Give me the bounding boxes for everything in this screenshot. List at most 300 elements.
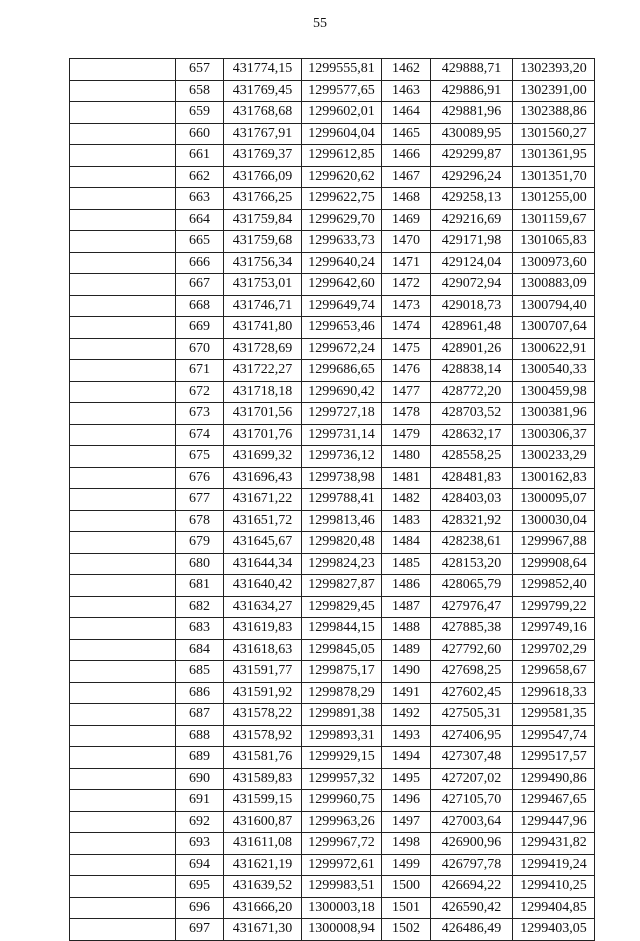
x-coordinate-cell: 428065,79 (431, 575, 513, 597)
table-row (70, 403, 595, 425)
point-number-cell: 659 (176, 102, 224, 124)
blank-cell (70, 360, 176, 382)
y-coordinate-cell: 1300306,37 (513, 424, 595, 446)
blank-cell (70, 919, 176, 941)
y-coordinate-cell: 1299447,96 (513, 811, 595, 833)
y-coordinate-cell: 1300003,18 (302, 897, 382, 919)
table-row (70, 166, 595, 188)
point-number-cell: 686 (176, 682, 224, 704)
x-coordinate-cell: 429881,96 (431, 102, 513, 124)
point-number-cell: 691 (176, 790, 224, 812)
point-number-cell: 688 (176, 725, 224, 747)
y-coordinate-cell: 1299738,98 (302, 467, 382, 489)
y-coordinate-cell: 1299622,75 (302, 188, 382, 210)
x-coordinate-cell: 428481,83 (431, 467, 513, 489)
table-row (70, 854, 595, 876)
point-number-cell: 670 (176, 338, 224, 360)
x-coordinate-cell: 431591,77 (224, 661, 302, 683)
table-row (70, 424, 595, 446)
x-coordinate-cell: 431666,20 (224, 897, 302, 919)
y-coordinate-cell: 1299788,41 (302, 489, 382, 511)
y-coordinate-cell: 1302388,86 (513, 102, 595, 124)
x-coordinate-cell: 429072,94 (431, 274, 513, 296)
x-coordinate-cell: 431618,63 (224, 639, 302, 661)
table-row (70, 639, 595, 661)
y-coordinate-cell: 1299629,70 (302, 209, 382, 231)
point-number-cell: 1499 (382, 854, 431, 876)
point-number-cell: 1467 (382, 166, 431, 188)
x-coordinate-cell: 429296,24 (431, 166, 513, 188)
x-coordinate-cell: 428403,03 (431, 489, 513, 511)
point-number-cell: 1477 (382, 381, 431, 403)
x-coordinate-cell: 429886,91 (431, 80, 513, 102)
y-coordinate-cell: 1299829,45 (302, 596, 382, 618)
blank-cell (70, 489, 176, 511)
point-number-cell: 1502 (382, 919, 431, 941)
y-coordinate-cell: 1299403,05 (513, 919, 595, 941)
blank-cell (70, 381, 176, 403)
point-number-cell: 672 (176, 381, 224, 403)
blank-cell (70, 897, 176, 919)
y-coordinate-cell: 1301351,70 (513, 166, 595, 188)
table-row (70, 790, 595, 812)
y-coordinate-cell: 1301159,67 (513, 209, 595, 231)
point-number-cell: 1481 (382, 467, 431, 489)
x-coordinate-cell: 431639,52 (224, 876, 302, 898)
y-coordinate-cell: 1300030,04 (513, 510, 595, 532)
table-row (70, 768, 595, 790)
point-number-cell: 687 (176, 704, 224, 726)
blank-cell (70, 446, 176, 468)
point-number-cell: 1490 (382, 661, 431, 683)
blank-cell (70, 59, 176, 81)
table-row (70, 59, 595, 81)
point-number-cell: 682 (176, 596, 224, 618)
point-number-cell: 1488 (382, 618, 431, 640)
table-row (70, 338, 595, 360)
y-coordinate-cell: 1299852,40 (513, 575, 595, 597)
x-coordinate-cell: 429258,13 (431, 188, 513, 210)
point-number-cell: 695 (176, 876, 224, 898)
point-number-cell: 681 (176, 575, 224, 597)
blank-cell (70, 639, 176, 661)
blank-cell (70, 876, 176, 898)
blank-cell (70, 209, 176, 231)
x-coordinate-cell: 431701,76 (224, 424, 302, 446)
point-number-cell: 1497 (382, 811, 431, 833)
blank-cell (70, 338, 176, 360)
y-coordinate-cell: 1300622,91 (513, 338, 595, 360)
point-number-cell: 683 (176, 618, 224, 640)
blank-cell (70, 532, 176, 554)
x-coordinate-cell: 431746,71 (224, 295, 302, 317)
x-coordinate-cell: 431696,43 (224, 467, 302, 489)
x-coordinate-cell: 426590,42 (431, 897, 513, 919)
blank-cell (70, 403, 176, 425)
y-coordinate-cell: 1299581,35 (513, 704, 595, 726)
point-number-cell: 1463 (382, 80, 431, 102)
point-number-cell: 1498 (382, 833, 431, 855)
blank-cell (70, 231, 176, 253)
table-row (70, 381, 595, 403)
x-coordinate-cell: 431621,19 (224, 854, 302, 876)
blank-cell (70, 123, 176, 145)
x-coordinate-cell: 431718,18 (224, 381, 302, 403)
point-number-cell: 1468 (382, 188, 431, 210)
point-number-cell: 671 (176, 360, 224, 382)
y-coordinate-cell: 1299844,15 (302, 618, 382, 640)
table-row (70, 876, 595, 898)
blank-cell (70, 854, 176, 876)
y-coordinate-cell: 1299893,31 (302, 725, 382, 747)
blank-cell (70, 467, 176, 489)
point-number-cell: 1501 (382, 897, 431, 919)
x-coordinate-cell: 426797,78 (431, 854, 513, 876)
x-coordinate-cell: 431699,32 (224, 446, 302, 468)
x-coordinate-cell: 427105,70 (431, 790, 513, 812)
table-row (70, 811, 595, 833)
y-coordinate-cell: 1299649,74 (302, 295, 382, 317)
point-number-cell: 677 (176, 489, 224, 511)
y-coordinate-cell: 1299467,65 (513, 790, 595, 812)
y-coordinate-cell: 1301560,27 (513, 123, 595, 145)
x-coordinate-cell: 429216,69 (431, 209, 513, 231)
table-row (70, 467, 595, 489)
table-row (70, 833, 595, 855)
y-coordinate-cell: 1299555,81 (302, 59, 382, 81)
blank-cell (70, 510, 176, 532)
x-coordinate-cell: 431768,68 (224, 102, 302, 124)
x-coordinate-cell: 431671,22 (224, 489, 302, 511)
x-coordinate-cell: 431600,87 (224, 811, 302, 833)
y-coordinate-cell: 1299490,86 (513, 768, 595, 790)
point-number-cell: 1479 (382, 424, 431, 446)
y-coordinate-cell: 1302391,00 (513, 80, 595, 102)
x-coordinate-cell: 429124,04 (431, 252, 513, 274)
y-coordinate-cell: 1299612,85 (302, 145, 382, 167)
point-number-cell: 1483 (382, 510, 431, 532)
blank-cell (70, 575, 176, 597)
point-number-cell: 1492 (382, 704, 431, 726)
point-number-cell: 1473 (382, 295, 431, 317)
y-coordinate-cell: 1299813,46 (302, 510, 382, 532)
blank-cell (70, 274, 176, 296)
point-number-cell: 665 (176, 231, 224, 253)
y-coordinate-cell: 1299929,15 (302, 747, 382, 769)
point-number-cell: 1500 (382, 876, 431, 898)
blank-cell (70, 596, 176, 618)
table-row (70, 704, 595, 726)
point-number-cell: 1462 (382, 59, 431, 81)
y-coordinate-cell: 1299736,12 (302, 446, 382, 468)
y-coordinate-cell: 1299431,82 (513, 833, 595, 855)
table-row (70, 360, 595, 382)
y-coordinate-cell: 1299577,65 (302, 80, 382, 102)
y-coordinate-cell: 1299602,01 (302, 102, 382, 124)
x-coordinate-cell: 431671,30 (224, 919, 302, 941)
y-coordinate-cell: 1299878,29 (302, 682, 382, 704)
blank-cell (70, 252, 176, 274)
point-number-cell: 1484 (382, 532, 431, 554)
x-coordinate-cell: 431756,34 (224, 252, 302, 274)
y-coordinate-cell: 1299967,72 (302, 833, 382, 855)
x-coordinate-cell: 431591,92 (224, 682, 302, 704)
y-coordinate-cell: 1300381,96 (513, 403, 595, 425)
y-coordinate-cell: 1299727,18 (302, 403, 382, 425)
point-number-cell: 673 (176, 403, 224, 425)
coordinates-table-body (70, 59, 595, 941)
x-coordinate-cell: 431651,72 (224, 510, 302, 532)
x-coordinate-cell: 431581,76 (224, 747, 302, 769)
table-container (69, 58, 595, 941)
table-row (70, 532, 595, 554)
point-number-cell: 664 (176, 209, 224, 231)
x-coordinate-cell: 427505,31 (431, 704, 513, 726)
y-coordinate-cell: 1299960,75 (302, 790, 382, 812)
y-coordinate-cell: 1299845,05 (302, 639, 382, 661)
x-coordinate-cell: 428772,20 (431, 381, 513, 403)
point-number-cell: 662 (176, 166, 224, 188)
x-coordinate-cell: 428961,48 (431, 317, 513, 339)
point-number-cell: 1487 (382, 596, 431, 618)
y-coordinate-cell: 1299827,87 (302, 575, 382, 597)
x-coordinate-cell: 427307,48 (431, 747, 513, 769)
table-row (70, 747, 595, 769)
x-coordinate-cell: 431774,15 (224, 59, 302, 81)
x-coordinate-cell: 431578,92 (224, 725, 302, 747)
x-coordinate-cell: 431619,83 (224, 618, 302, 640)
blank-cell (70, 424, 176, 446)
x-coordinate-cell: 431599,15 (224, 790, 302, 812)
point-number-cell: 660 (176, 123, 224, 145)
table-row (70, 575, 595, 597)
table-row (70, 510, 595, 532)
blank-cell (70, 295, 176, 317)
y-coordinate-cell: 1300794,40 (513, 295, 595, 317)
point-number-cell: 1466 (382, 145, 431, 167)
y-coordinate-cell: 1299410,25 (513, 876, 595, 898)
y-coordinate-cell: 1299957,32 (302, 768, 382, 790)
table-row (70, 295, 595, 317)
point-number-cell: 680 (176, 553, 224, 575)
y-coordinate-cell: 1299749,16 (513, 618, 595, 640)
table-row (70, 274, 595, 296)
point-number-cell: 657 (176, 59, 224, 81)
y-coordinate-cell: 1299731,14 (302, 424, 382, 446)
y-coordinate-cell: 1299908,64 (513, 553, 595, 575)
y-coordinate-cell: 1299672,24 (302, 338, 382, 360)
point-number-cell: 668 (176, 295, 224, 317)
x-coordinate-cell: 427885,38 (431, 618, 513, 640)
point-number-cell: 1469 (382, 209, 431, 231)
blank-cell (70, 102, 176, 124)
table-row (70, 553, 595, 575)
x-coordinate-cell: 429888,71 (431, 59, 513, 81)
y-coordinate-cell: 1300707,64 (513, 317, 595, 339)
point-number-cell: 1478 (382, 403, 431, 425)
y-coordinate-cell: 1299983,51 (302, 876, 382, 898)
point-number-cell: 1472 (382, 274, 431, 296)
blank-cell (70, 790, 176, 812)
point-number-cell: 661 (176, 145, 224, 167)
table-row (70, 123, 595, 145)
point-number-cell: 658 (176, 80, 224, 102)
point-number-cell: 1470 (382, 231, 431, 253)
x-coordinate-cell: 431728,69 (224, 338, 302, 360)
blank-cell (70, 317, 176, 339)
point-number-cell: 1482 (382, 489, 431, 511)
table-row (70, 252, 595, 274)
coordinates-table (69, 58, 595, 941)
point-number-cell: 692 (176, 811, 224, 833)
point-number-cell: 674 (176, 424, 224, 446)
x-coordinate-cell: 431589,83 (224, 768, 302, 790)
point-number-cell: 1495 (382, 768, 431, 790)
point-number-cell: 1489 (382, 639, 431, 661)
y-coordinate-cell: 1301361,95 (513, 145, 595, 167)
x-coordinate-cell: 431578,22 (224, 704, 302, 726)
y-coordinate-cell: 1300459,98 (513, 381, 595, 403)
table-row (70, 682, 595, 704)
point-number-cell: 1494 (382, 747, 431, 769)
x-coordinate-cell: 431722,27 (224, 360, 302, 382)
x-coordinate-cell: 431640,42 (224, 575, 302, 597)
y-coordinate-cell: 1299824,23 (302, 553, 382, 575)
y-coordinate-cell: 1299604,04 (302, 123, 382, 145)
table-row (70, 489, 595, 511)
point-number-cell: 1485 (382, 553, 431, 575)
y-coordinate-cell: 1300540,33 (513, 360, 595, 382)
y-coordinate-cell: 1299963,26 (302, 811, 382, 833)
point-number-cell: 696 (176, 897, 224, 919)
blank-cell (70, 725, 176, 747)
point-number-cell: 676 (176, 467, 224, 489)
y-coordinate-cell: 1301065,83 (513, 231, 595, 253)
x-coordinate-cell: 428558,25 (431, 446, 513, 468)
table-row (70, 102, 595, 124)
x-coordinate-cell: 428153,20 (431, 553, 513, 575)
x-coordinate-cell: 429018,73 (431, 295, 513, 317)
point-number-cell: 690 (176, 768, 224, 790)
x-coordinate-cell: 427792,60 (431, 639, 513, 661)
blank-cell (70, 833, 176, 855)
y-coordinate-cell: 1299633,73 (302, 231, 382, 253)
x-coordinate-cell: 428321,92 (431, 510, 513, 532)
blank-cell (70, 747, 176, 769)
point-number-cell: 675 (176, 446, 224, 468)
table-row (70, 897, 595, 919)
y-coordinate-cell: 1299419,24 (513, 854, 595, 876)
x-coordinate-cell: 428632,17 (431, 424, 513, 446)
y-coordinate-cell: 1300008,94 (302, 919, 382, 941)
table-row (70, 145, 595, 167)
x-coordinate-cell: 427406,95 (431, 725, 513, 747)
y-coordinate-cell: 1300162,83 (513, 467, 595, 489)
page-number: 55 (313, 16, 327, 31)
x-coordinate-cell: 428703,52 (431, 403, 513, 425)
x-coordinate-cell: 428238,61 (431, 532, 513, 554)
y-coordinate-cell: 1299891,38 (302, 704, 382, 726)
x-coordinate-cell: 428838,14 (431, 360, 513, 382)
x-coordinate-cell: 431611,08 (224, 833, 302, 855)
x-coordinate-cell: 426486,49 (431, 919, 513, 941)
x-coordinate-cell: 431769,45 (224, 80, 302, 102)
point-number-cell: 697 (176, 919, 224, 941)
y-coordinate-cell: 1300095,07 (513, 489, 595, 511)
x-coordinate-cell: 431759,84 (224, 209, 302, 231)
blank-cell (70, 811, 176, 833)
point-number-cell: 689 (176, 747, 224, 769)
point-number-cell: 1480 (382, 446, 431, 468)
point-number-cell: 1493 (382, 725, 431, 747)
y-coordinate-cell: 1299658,67 (513, 661, 595, 683)
blank-cell (70, 166, 176, 188)
point-number-cell: 1474 (382, 317, 431, 339)
y-coordinate-cell: 1300233,29 (513, 446, 595, 468)
x-coordinate-cell: 429299,87 (431, 145, 513, 167)
y-coordinate-cell: 1299972,61 (302, 854, 382, 876)
y-coordinate-cell: 1300883,09 (513, 274, 595, 296)
x-coordinate-cell: 427976,47 (431, 596, 513, 618)
y-coordinate-cell: 1299686,65 (302, 360, 382, 382)
table-row (70, 661, 595, 683)
blank-cell (70, 682, 176, 704)
x-coordinate-cell: 427207,02 (431, 768, 513, 790)
y-coordinate-cell: 1299404,85 (513, 897, 595, 919)
blank-cell (70, 145, 176, 167)
point-number-cell: 1486 (382, 575, 431, 597)
blank-cell (70, 553, 176, 575)
point-number-cell: 693 (176, 833, 224, 855)
point-number-cell: 1475 (382, 338, 431, 360)
y-coordinate-cell: 1299620,62 (302, 166, 382, 188)
point-number-cell: 694 (176, 854, 224, 876)
x-coordinate-cell: 431753,01 (224, 274, 302, 296)
point-number-cell: 678 (176, 510, 224, 532)
blank-cell (70, 704, 176, 726)
x-coordinate-cell: 431645,67 (224, 532, 302, 554)
table-row (70, 618, 595, 640)
x-coordinate-cell: 430089,95 (431, 123, 513, 145)
table-row (70, 209, 595, 231)
table-row (70, 725, 595, 747)
x-coordinate-cell: 431644,34 (224, 553, 302, 575)
point-number-cell: 666 (176, 252, 224, 274)
y-coordinate-cell: 1299640,24 (302, 252, 382, 274)
x-coordinate-cell: 426900,96 (431, 833, 513, 855)
point-number-cell: 1496 (382, 790, 431, 812)
table-row (70, 231, 595, 253)
x-coordinate-cell: 427003,64 (431, 811, 513, 833)
table-row (70, 80, 595, 102)
x-coordinate-cell: 429171,98 (431, 231, 513, 253)
point-number-cell: 1464 (382, 102, 431, 124)
x-coordinate-cell: 431767,91 (224, 123, 302, 145)
point-number-cell: 685 (176, 661, 224, 683)
y-coordinate-cell: 1299875,17 (302, 661, 382, 683)
y-coordinate-cell: 1299642,60 (302, 274, 382, 296)
point-number-cell: 669 (176, 317, 224, 339)
x-coordinate-cell: 431766,09 (224, 166, 302, 188)
point-number-cell: 667 (176, 274, 224, 296)
y-coordinate-cell: 1299820,48 (302, 532, 382, 554)
x-coordinate-cell: 427698,25 (431, 661, 513, 683)
point-number-cell: 663 (176, 188, 224, 210)
point-number-cell: 679 (176, 532, 224, 554)
table-row (70, 446, 595, 468)
x-coordinate-cell: 431634,27 (224, 596, 302, 618)
x-coordinate-cell: 431769,37 (224, 145, 302, 167)
